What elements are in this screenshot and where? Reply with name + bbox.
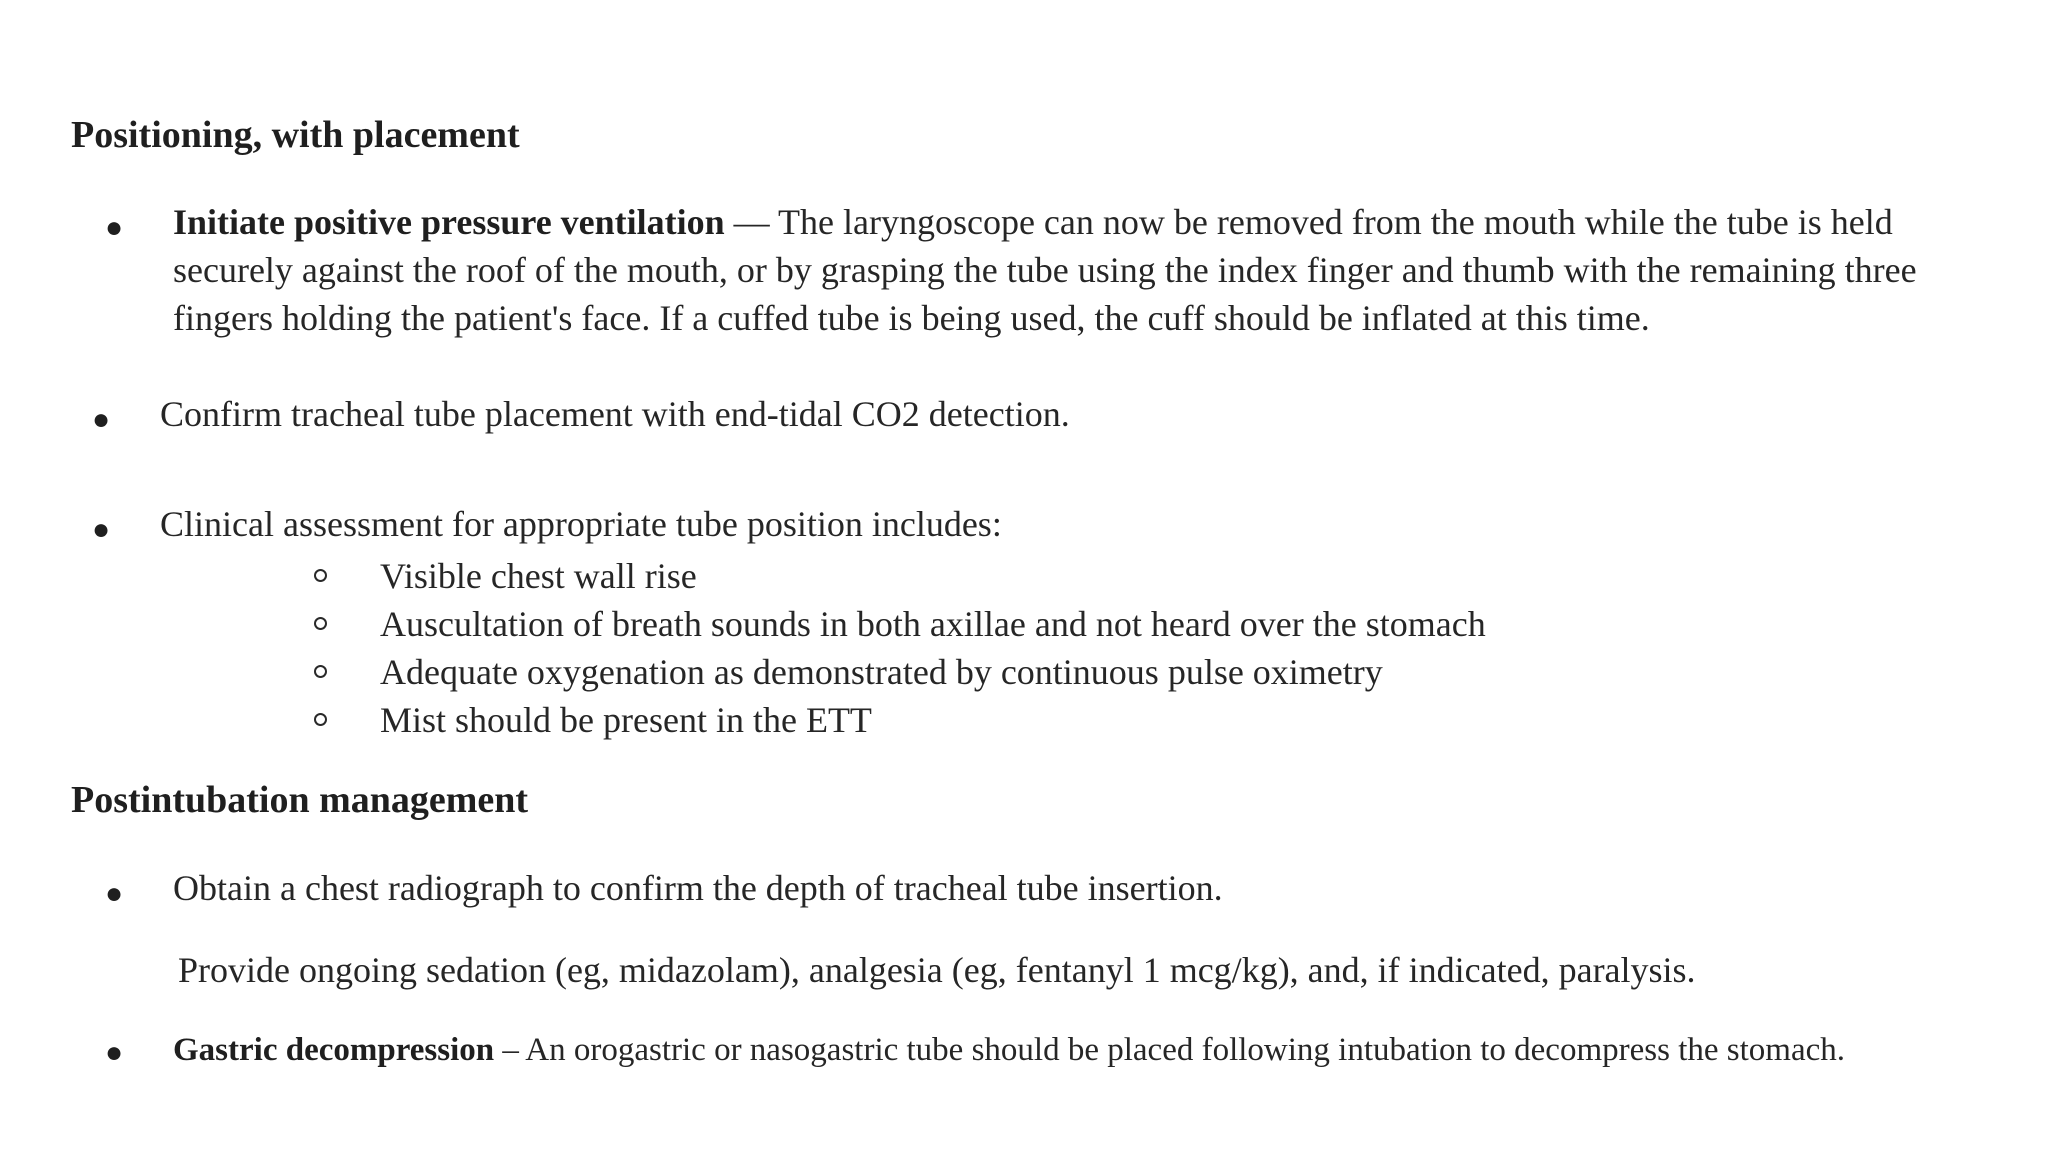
section-heading-positioning: Positioning, with placement <box>71 114 520 156</box>
list-item-clinical-assessment: Clinical assessment for appropriate tube position includes: <box>160 504 1002 544</box>
list-item-initiate-ventilation <box>173 198 1943 342</box>
sub-list-item: Auscultation of breath sounds in both axillae and not heard over the stomach <box>380 604 1486 644</box>
bullet-icon: ● <box>105 877 124 910</box>
list-item-confirm-placement: Confirm tracheal tube placement with end-tidal CO2 detection. <box>160 394 1070 434</box>
bullet-icon: ● <box>92 403 111 436</box>
bullet-icon: ● <box>92 513 111 546</box>
circle-bullet-icon <box>314 569 327 582</box>
circle-bullet-icon <box>314 617 327 630</box>
list-item-bold-label: Initiate positive pressure ventilation <box>173 202 725 242</box>
list-item-bold-label: Gastric decompression <box>173 1032 495 1068</box>
sub-list-item: Adequate oxygenation as demonstrated by continuous pulse oximetry <box>380 652 1383 692</box>
sub-list-item: Mist should be present in the ETT <box>380 700 872 740</box>
bullet-icon: ● <box>105 211 124 244</box>
circle-bullet-icon <box>314 665 327 678</box>
circle-bullet-icon <box>314 713 327 726</box>
section-heading-postintubation: Postintubation management <box>71 779 529 821</box>
sub-list-item: Visible chest wall rise <box>380 556 697 596</box>
list-item-text: – An orogastric or nasogastric tube should be placed following intubation to decompress the stomach. <box>494 1032 1845 1068</box>
bullet-icon: ● <box>105 1036 124 1069</box>
list-item-chest-radiograph: Obtain a chest radiograph to confirm the depth of tracheal tube insertion. <box>173 868 1223 908</box>
paragraph-sedation: Provide ongoing sedation (eg, midazolam), analgesia (eg, fentanyl 1 mcg/kg), and, if indicated, paralysis. <box>178 950 1696 990</box>
list-item-gastric-decompression <box>173 1028 1923 1072</box>
list-item-text: — The laryngoscope can now be removed from the mouth while the tube is held securely against the roof of the mouth, or by grasping the tube using the index finger and thumb with the remaining three fingers holding the patient's face. If a cuffed tube is being used, the cuff should be inflated at this time. <box>173 202 1917 338</box>
